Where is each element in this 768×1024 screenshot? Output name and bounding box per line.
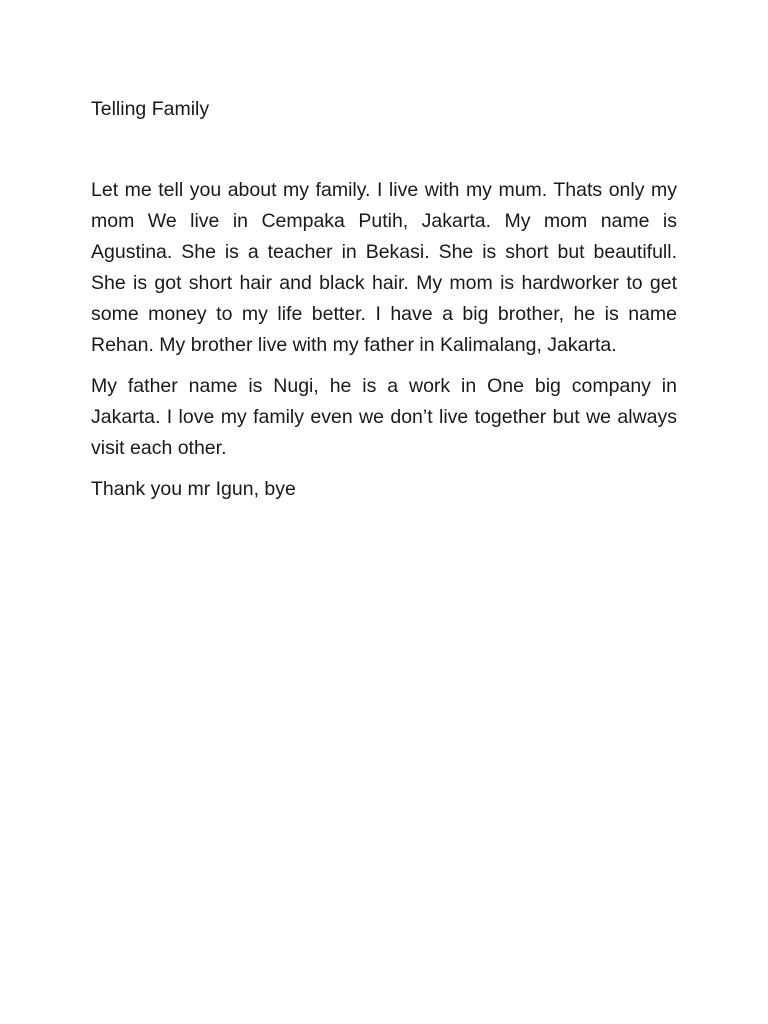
paragraph-family-intro: Let me tell you about my family. I live with my mum. Thats only my mom We live in Cempaka Putih, Jakarta. My mom name is Agustina. She is a teacher in Bekasi. She is short but beautifull. She is got short hair and black hair. My mom is hardworker to get some money to my life better. I have a big brother, he is name Rehan. My brother live with my father in Kalimalang, Jakarta. — [91, 179, 677, 356]
document-body — [91, 94, 677, 515]
document-title: Telling Family — [91, 98, 210, 120]
paragraph-father: My father name is Nugi, he is a work in One big company in Jakarta. I love my family even we don’t live together but we always visit each other. — [91, 375, 677, 459]
paragraph-closing: Thank you mr Igun, bye — [91, 478, 296, 500]
